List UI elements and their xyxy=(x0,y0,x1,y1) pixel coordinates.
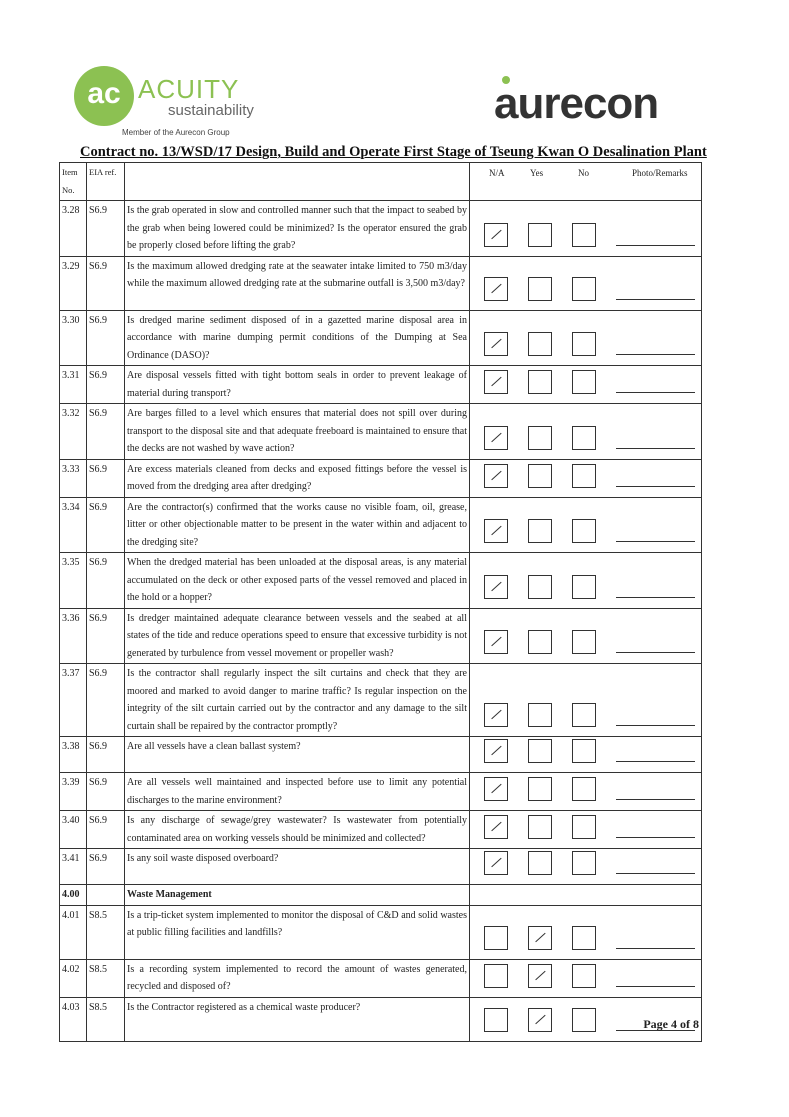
no-checkbox[interactable] xyxy=(572,519,596,543)
yes-checkbox[interactable] xyxy=(528,964,552,988)
section-header-row xyxy=(60,885,702,906)
yes-checkbox[interactable] xyxy=(528,815,552,839)
page-current: 4 xyxy=(671,1017,677,1031)
response-cell xyxy=(470,773,702,811)
item-number: 4.02 xyxy=(60,959,87,997)
item-number: 3.34 xyxy=(60,497,87,553)
header-yes: Yes xyxy=(530,168,544,178)
item-number: 3.38 xyxy=(60,737,87,773)
no-checkbox[interactable] xyxy=(572,739,596,763)
item-number: 3.40 xyxy=(60,811,87,849)
page-total: 8 xyxy=(693,1017,699,1031)
member-of-group-text: Member of the Aurecon Group xyxy=(122,128,230,137)
eia-reference: S6.9 xyxy=(87,849,125,885)
table-header-row xyxy=(60,163,702,201)
table-row xyxy=(60,905,702,959)
section-number: 4.00 xyxy=(60,885,87,906)
no-checkbox[interactable] xyxy=(572,277,596,301)
response-cell xyxy=(470,459,702,497)
na-checkbox[interactable] xyxy=(484,370,508,394)
photo-remarks-field[interactable] xyxy=(616,948,695,949)
photo-remarks-field[interactable] xyxy=(616,725,695,726)
eia-reference: S6.9 xyxy=(87,404,125,460)
na-checkbox[interactable] xyxy=(484,332,508,356)
response-cell xyxy=(470,959,702,997)
eia-reference: S6.9 xyxy=(87,664,125,737)
na-checkbox[interactable] xyxy=(484,575,508,599)
checklist-table xyxy=(59,162,702,1042)
item-number: 4.01 xyxy=(60,905,87,959)
table-row xyxy=(60,201,702,257)
tick-mark-icon xyxy=(491,637,501,647)
question-text: Are disposal vessels fitted with tight bottom seals in order to prevent leakage of material during transport? xyxy=(125,366,470,404)
photo-remarks-field[interactable] xyxy=(616,873,695,874)
na-checkbox[interactable] xyxy=(484,519,508,543)
eia-reference: S6.9 xyxy=(87,366,125,404)
eia-reference: S6.9 xyxy=(87,497,125,553)
response-cell xyxy=(470,553,702,609)
tick-mark-icon xyxy=(491,784,501,794)
table-row xyxy=(60,608,702,664)
na-checkbox[interactable] xyxy=(484,464,508,488)
yes-checkbox[interactable] xyxy=(528,926,552,950)
na-checkbox[interactable] xyxy=(484,426,508,450)
no-checkbox[interactable] xyxy=(572,1008,596,1032)
yes-checkbox[interactable] xyxy=(528,851,552,875)
item-number: 3.35 xyxy=(60,553,87,609)
item-number: 3.32 xyxy=(60,404,87,460)
item-number: 3.41 xyxy=(60,849,87,885)
eia-reference: S6.9 xyxy=(87,459,125,497)
table-row xyxy=(60,366,702,404)
eia-reference: S6.9 xyxy=(87,737,125,773)
header-response xyxy=(470,163,702,201)
tick-mark-icon xyxy=(491,229,501,239)
aurecon-logo: aurecon xyxy=(494,79,659,128)
item-number: 4.03 xyxy=(60,997,87,1041)
table-row xyxy=(60,664,702,737)
tick-mark-icon xyxy=(535,932,545,942)
tick-mark-icon xyxy=(491,377,501,387)
header-na: N/A xyxy=(489,168,505,178)
response-cell xyxy=(470,811,702,849)
na-checkbox[interactable] xyxy=(484,777,508,801)
question-text: Is dredger maintained adequate clearance between vessels and the seabed at all states of the tide and reduce operations speed to ensure that excessive turbidity is not generated by turbulence from vessel movement or propeller wash? xyxy=(125,608,470,664)
acuity-logo-mark: ac xyxy=(74,66,134,126)
question-text: Is the grab operated in slow and controlled manner such that the impact to seabed by the grab when being lowered could be minimized? Is the operator ensured the grab be properly closed before lifting the grab? xyxy=(125,201,470,257)
response-cell xyxy=(470,497,702,553)
tick-mark-icon xyxy=(491,283,501,293)
yes-checkbox[interactable] xyxy=(528,739,552,763)
photo-remarks-field[interactable] xyxy=(616,986,695,987)
yes-checkbox[interactable] xyxy=(528,277,552,301)
question-text: Are the contractor(s) confirmed that the works cause no visible foam, oil, grease, litter or other objectionable matter to be present in the water within and adjacent to the dredging site? xyxy=(125,497,470,553)
na-checkbox[interactable] xyxy=(484,223,508,247)
tick-mark-icon xyxy=(491,526,501,536)
na-checkbox[interactable] xyxy=(484,630,508,654)
section-title: Waste Management xyxy=(125,885,470,906)
eia-reference: S6.9 xyxy=(87,256,125,310)
table-row xyxy=(60,811,702,849)
page-number xyxy=(643,1017,699,1032)
item-number: 3.36 xyxy=(60,608,87,664)
contract-title: Contract no. 13/WSD/17 Design, Build and Operate First Stage of Tseung Kwan O Desalination Plant xyxy=(80,144,707,160)
photo-remarks-field[interactable] xyxy=(616,761,695,762)
no-checkbox[interactable] xyxy=(572,815,596,839)
yes-checkbox[interactable] xyxy=(528,464,552,488)
no-checkbox[interactable] xyxy=(572,777,596,801)
response-cell xyxy=(470,201,702,257)
table-row xyxy=(60,404,702,460)
photo-remarks-field[interactable] xyxy=(616,392,695,393)
tick-mark-icon xyxy=(491,710,501,720)
section-response xyxy=(470,885,702,906)
tick-mark-icon xyxy=(491,339,501,349)
header-no: No xyxy=(578,168,589,178)
tick-mark-icon xyxy=(491,822,501,832)
page-of: of xyxy=(680,1017,690,1031)
question-text: When the dredged material has been unloaded at the disposal areas, is any material accumulated on the deck or other exposed parts of the vessel removed and placed in the hold or a hopper? xyxy=(125,553,470,609)
yes-checkbox[interactable] xyxy=(528,332,552,356)
response-cell xyxy=(470,664,702,737)
acuity-logo-subtitle: sustainability xyxy=(168,102,254,119)
question-text: Are all vessels well maintained and inspected before use to limit any potential discharges to the marine environment? xyxy=(125,773,470,811)
response-cell xyxy=(470,366,702,404)
tick-mark-icon xyxy=(491,432,501,442)
response-cell xyxy=(470,608,702,664)
eia-reference: S6.9 xyxy=(87,553,125,609)
eia-reference: S6.9 xyxy=(87,773,125,811)
question-text: Is any soil waste disposed overboard? xyxy=(125,849,470,885)
response-cell xyxy=(470,849,702,885)
item-number: 3.37 xyxy=(60,664,87,737)
na-checkbox[interactable] xyxy=(484,703,508,727)
na-checkbox[interactable] xyxy=(484,815,508,839)
no-checkbox[interactable] xyxy=(572,703,596,727)
item-number: 3.30 xyxy=(60,310,87,366)
tick-mark-icon xyxy=(535,1014,545,1024)
yes-checkbox[interactable] xyxy=(528,370,552,394)
photo-remarks-field[interactable] xyxy=(616,299,695,300)
photo-remarks-field[interactable] xyxy=(616,245,695,246)
header-question xyxy=(125,163,470,201)
response-cell xyxy=(470,905,702,959)
section-ref xyxy=(87,885,125,906)
table-row xyxy=(60,737,702,773)
table-row xyxy=(60,553,702,609)
question-text: Are all vessels have a clean ballast system? xyxy=(125,737,470,773)
question-text: Is the contractor shall regularly inspect the silt curtains and check that they are moored and marked to avoid danger to marine traffic? Is regular inspection on the integrity of the silt curtain carried out by the contractor and any damage to the silt curtain shall be repaired by the contractor promptly? xyxy=(125,664,470,737)
eia-reference: S6.9 xyxy=(87,608,125,664)
no-checkbox[interactable] xyxy=(572,223,596,247)
header-eia-ref: EIA ref. xyxy=(87,163,125,201)
photo-remarks-field[interactable] xyxy=(616,799,695,800)
no-checkbox[interactable] xyxy=(572,851,596,875)
table-row xyxy=(60,256,702,310)
eia-reference: S6.9 xyxy=(87,310,125,366)
no-checkbox[interactable] xyxy=(572,926,596,950)
eia-reference: S8.5 xyxy=(87,959,125,997)
question-text: Is the Contractor registered as a chemical waste producer? xyxy=(125,997,470,1041)
item-number: 3.39 xyxy=(60,773,87,811)
question-text: Is any discharge of sewage/grey wastewater? Is wastewater from potentially contaminated area on working vessels should be minimized and collected? xyxy=(125,811,470,849)
na-checkbox[interactable] xyxy=(484,739,508,763)
na-checkbox[interactable] xyxy=(484,1008,508,1032)
question-text: Is dredged marine sediment disposed of in a gazetted marine disposal area in accordance with marine dumping permit conditions of the Dumping at Sea Ordinance (DASO)? xyxy=(125,310,470,366)
no-checkbox[interactable] xyxy=(572,575,596,599)
table-row xyxy=(60,773,702,811)
header-photo-remarks: Photo/Remarks xyxy=(632,168,688,178)
item-number: 3.29 xyxy=(60,256,87,310)
eia-reference: S8.5 xyxy=(87,905,125,959)
no-checkbox[interactable] xyxy=(572,426,596,450)
acuity-logo xyxy=(74,64,274,136)
question-text: Are excess materials cleaned from decks and exposed fittings before the vessel is moved from the dredging area after dredging? xyxy=(125,459,470,497)
eia-reference: S8.5 xyxy=(87,997,125,1041)
table-row xyxy=(60,959,702,997)
question-text: Is the maximum allowed dredging rate at the seawater intake limited to 750 m3/day while the maximum allowed dredging rate at the submarine outfall is 3,500 m3/day? xyxy=(125,256,470,310)
question-text: Is a recording system implemented to record the amount of wastes generated, recycled and disposed of? xyxy=(125,959,470,997)
eia-reference: S6.9 xyxy=(87,811,125,849)
yes-checkbox[interactable] xyxy=(528,426,552,450)
yes-checkbox[interactable] xyxy=(528,777,552,801)
yes-checkbox[interactable] xyxy=(528,519,552,543)
item-number: 3.31 xyxy=(60,366,87,404)
na-checkbox[interactable] xyxy=(484,964,508,988)
acuity-logo-name: ACUITY xyxy=(138,74,240,104)
response-cell xyxy=(470,256,702,310)
na-checkbox[interactable] xyxy=(484,926,508,950)
table-row xyxy=(60,849,702,885)
tick-mark-icon xyxy=(491,746,501,756)
photo-remarks-field[interactable] xyxy=(616,448,695,449)
response-cell xyxy=(470,310,702,366)
no-checkbox[interactable] xyxy=(572,630,596,654)
no-checkbox[interactable] xyxy=(572,964,596,988)
table-row xyxy=(60,310,702,366)
photo-remarks-field[interactable] xyxy=(616,597,695,598)
photo-remarks-field[interactable] xyxy=(616,541,695,542)
yes-checkbox[interactable] xyxy=(528,575,552,599)
yes-checkbox[interactable] xyxy=(528,703,552,727)
tick-mark-icon xyxy=(535,970,545,980)
photo-remarks-field[interactable] xyxy=(616,652,695,653)
photo-remarks-field[interactable] xyxy=(616,486,695,487)
question-text: Is a trip-ticket system implemented to monitor the disposal of C&D and solid wastes at public filling facilities and landfills? xyxy=(125,905,470,959)
no-checkbox[interactable] xyxy=(572,370,596,394)
tick-mark-icon xyxy=(491,581,501,591)
question-text: Are barges filled to a level which ensures that material does not spill over during transport to the disposal site and that adequate freeboard is maintained to ensure that the decks are not washed by wave action? xyxy=(125,404,470,460)
na-checkbox[interactable] xyxy=(484,277,508,301)
photo-remarks-field[interactable] xyxy=(616,837,695,838)
table-row xyxy=(60,459,702,497)
eia-reference: S6.9 xyxy=(87,201,125,257)
item-number: 3.28 xyxy=(60,201,87,257)
tick-mark-icon xyxy=(491,858,501,868)
tick-mark-icon xyxy=(491,470,501,480)
response-cell xyxy=(470,737,702,773)
yes-checkbox[interactable] xyxy=(528,1008,552,1032)
table-row xyxy=(60,997,702,1041)
page-prefix: Page xyxy=(643,1017,668,1031)
na-checkbox[interactable] xyxy=(484,851,508,875)
photo-remarks-field[interactable] xyxy=(616,354,695,355)
no-checkbox[interactable] xyxy=(572,464,596,488)
yes-checkbox[interactable] xyxy=(528,630,552,654)
no-checkbox[interactable] xyxy=(572,332,596,356)
response-cell xyxy=(470,404,702,460)
item-number: 3.33 xyxy=(60,459,87,497)
yes-checkbox[interactable] xyxy=(528,223,552,247)
table-row xyxy=(60,497,702,553)
header-item-no: Item No. xyxy=(60,163,87,201)
